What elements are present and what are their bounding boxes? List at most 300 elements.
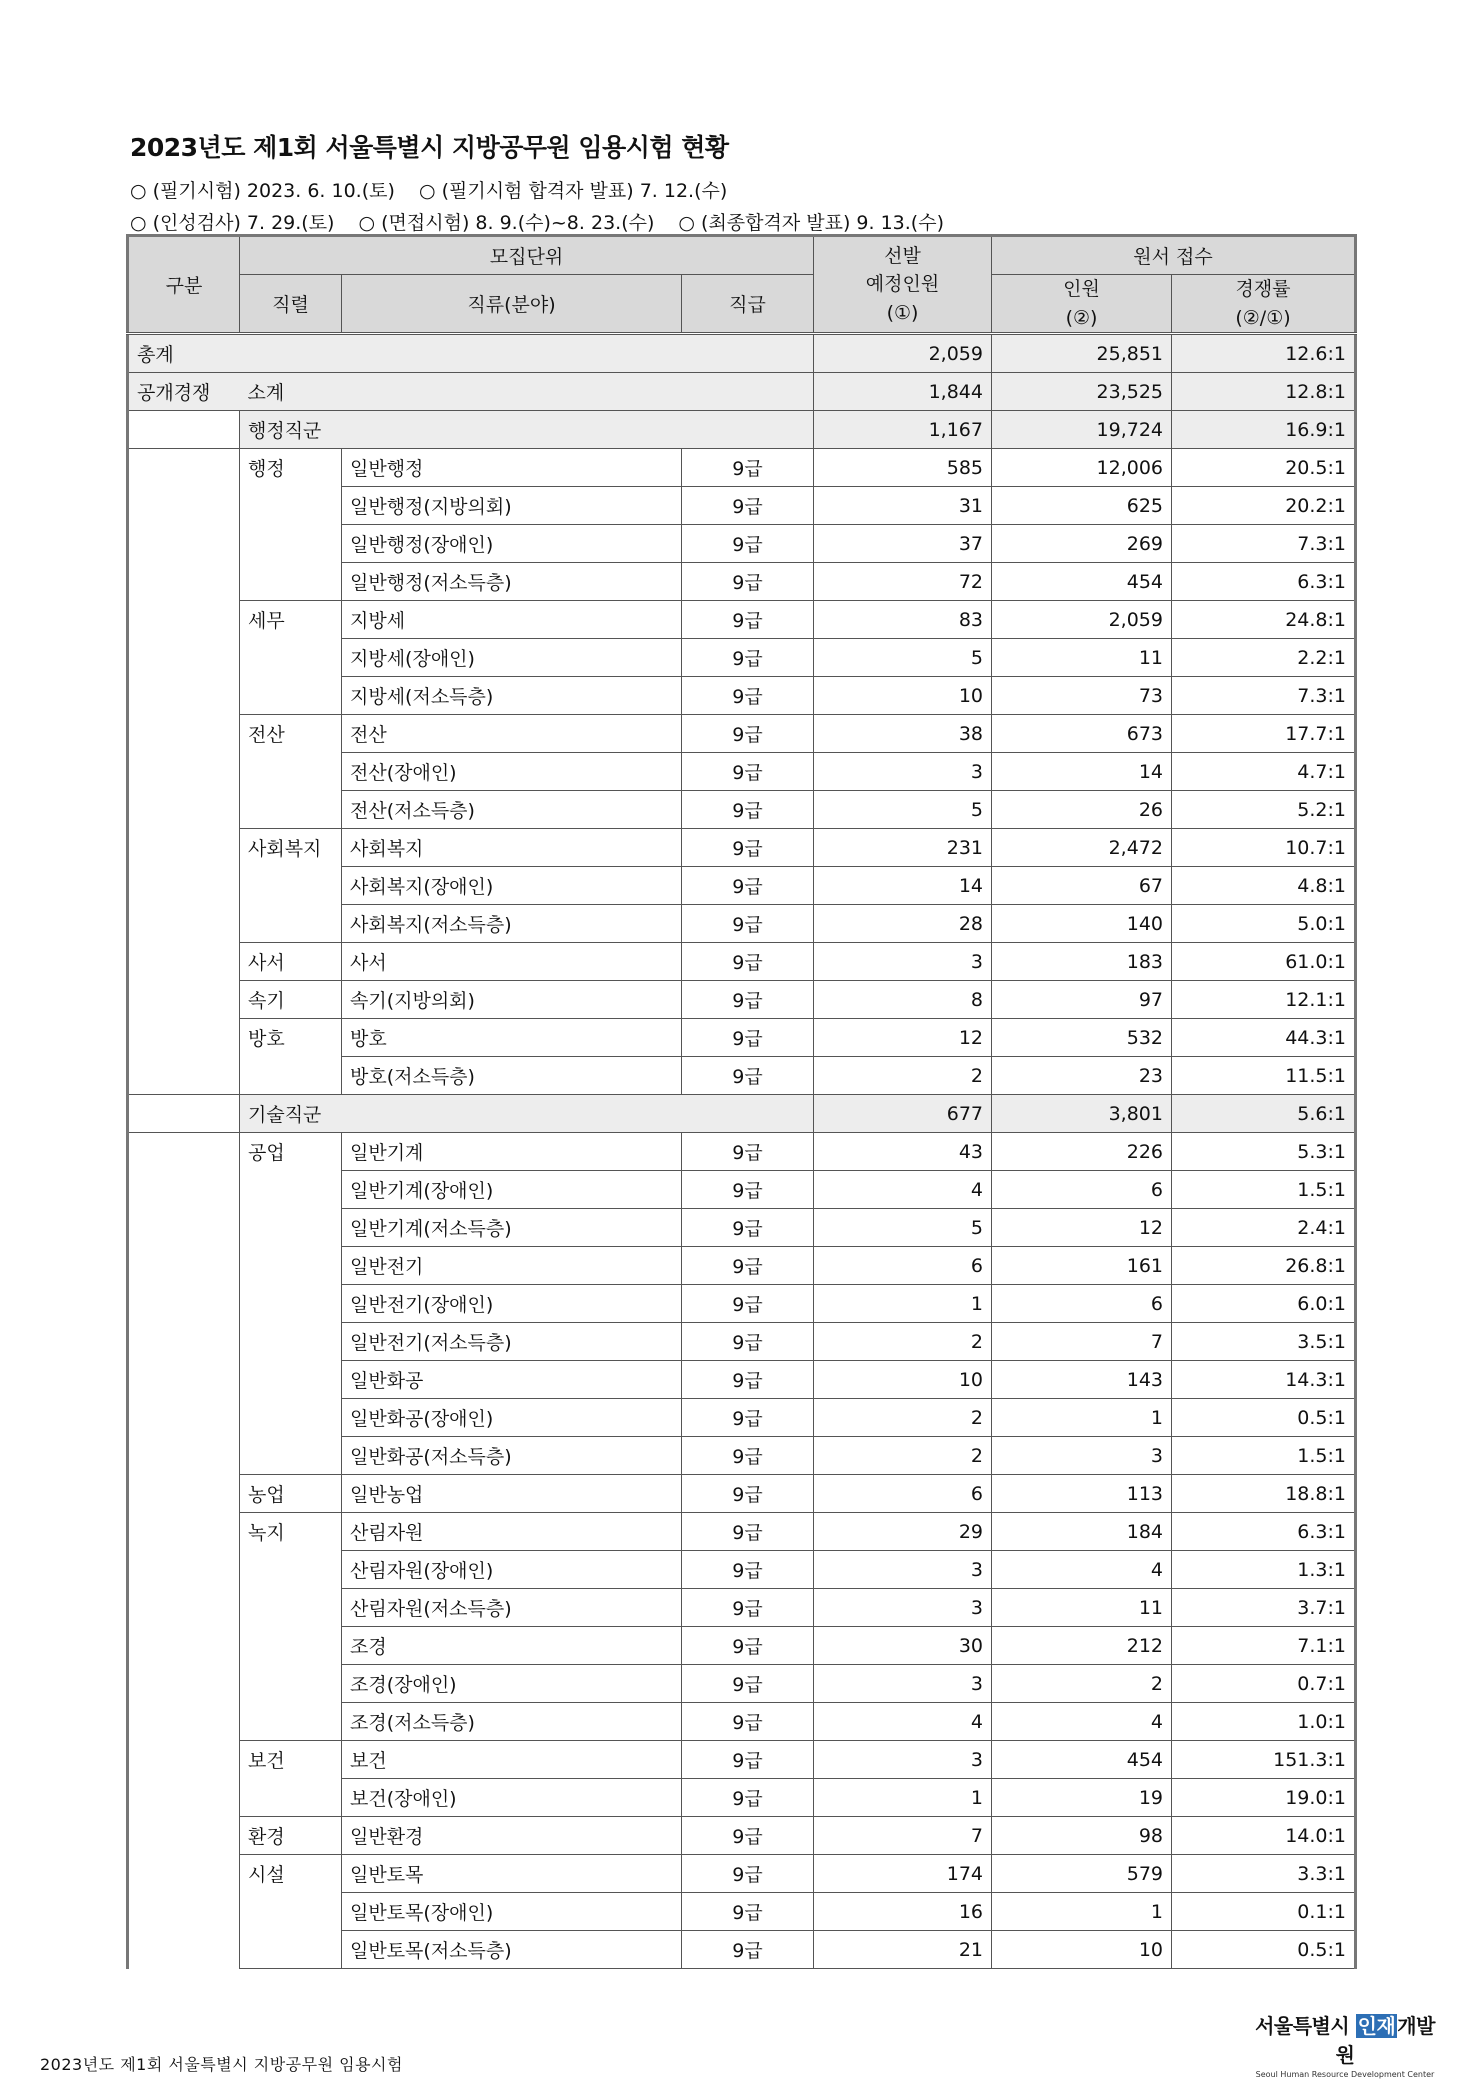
- applicants-cell: 10: [992, 1931, 1172, 1969]
- applicants-cell: 98: [992, 1817, 1172, 1855]
- series-cell: [240, 1323, 342, 1361]
- indent-cell: [128, 1551, 240, 1589]
- plan-cell: 4: [814, 1703, 992, 1741]
- group-applicants: 19,724: [992, 411, 1172, 449]
- indent-cell: [128, 829, 240, 867]
- field-cell: 전산(장애인): [342, 753, 682, 791]
- table-row: [128, 1513, 1356, 1551]
- field-cell: 일반행정(지방의회): [342, 487, 682, 525]
- indent-cell: [128, 639, 240, 677]
- plan-cell: 231: [814, 829, 992, 867]
- field-cell: 사회복지: [342, 829, 682, 867]
- ratio-cell: 0.5:1: [1172, 1931, 1356, 1969]
- series-cell: [240, 1627, 342, 1665]
- grade-cell: 9급: [682, 1437, 814, 1475]
- series-cell: 농업: [240, 1475, 342, 1513]
- series-cell: [240, 1171, 342, 1209]
- schedule-item: ○ (필기시험 합격자 발표) 7. 12.(수): [418, 180, 728, 202]
- grade-cell: 9급: [682, 1817, 814, 1855]
- grade-cell: 9급: [682, 1285, 814, 1323]
- header-jikryu: 직류(분야): [342, 275, 682, 334]
- ratio-cell: 5.3:1: [1172, 1133, 1356, 1171]
- indent-cell: [128, 1741, 240, 1779]
- plan-cell: 28: [814, 905, 992, 943]
- grade-cell: 9급: [682, 1779, 814, 1817]
- table-row: [128, 1285, 1356, 1323]
- table-row: [128, 753, 1356, 791]
- plan-cell: 12: [814, 1019, 992, 1057]
- ratio-cell: 1.5:1: [1172, 1171, 1356, 1209]
- grade-cell: 9급: [682, 943, 814, 981]
- field-cell: 지방세(저소득층): [342, 677, 682, 715]
- plan-cell: 6: [814, 1247, 992, 1285]
- series-cell: 시설: [240, 1855, 342, 1893]
- table-row: [128, 1171, 1356, 1209]
- ratio-cell: 3.5:1: [1172, 1323, 1356, 1361]
- applicants-cell: 14: [992, 753, 1172, 791]
- plan-cell: 585: [814, 449, 992, 487]
- table-row: [128, 1209, 1356, 1247]
- indent-cell: [128, 449, 240, 487]
- ratio-cell: 4.7:1: [1172, 753, 1356, 791]
- field-cell: 일반환경: [342, 1817, 682, 1855]
- ratio-cell: 6.3:1: [1172, 1513, 1356, 1551]
- applicants-cell: 212: [992, 1627, 1172, 1665]
- table-row: [128, 525, 1356, 563]
- series-cell: [240, 753, 342, 791]
- ratio-cell: 151.3:1: [1172, 1741, 1356, 1779]
- applicants-cell: 7: [992, 1323, 1172, 1361]
- series-cell: [240, 791, 342, 829]
- ratio-cell: 1.0:1: [1172, 1703, 1356, 1741]
- field-cell: 일반화공: [342, 1361, 682, 1399]
- series-cell: [240, 1893, 342, 1931]
- indent-cell: [128, 867, 240, 905]
- table-row: [128, 1361, 1356, 1399]
- indent-cell: [128, 525, 240, 563]
- indent-cell: [128, 905, 240, 943]
- grade-cell: 9급: [682, 1399, 814, 1437]
- plan-cell: 7: [814, 1817, 992, 1855]
- grade-cell: 9급: [682, 1513, 814, 1551]
- plan-cell: 1: [814, 1779, 992, 1817]
- total-label: 총계: [128, 334, 814, 373]
- series-cell: 전산: [240, 715, 342, 753]
- field-cell: 조경(장애인): [342, 1665, 682, 1703]
- grade-cell: 9급: [682, 1133, 814, 1171]
- ratio-cell: 19.0:1: [1172, 1779, 1356, 1817]
- table-row: [128, 1665, 1356, 1703]
- ratio-cell: 0.1:1: [1172, 1893, 1356, 1931]
- field-cell: 방호: [342, 1019, 682, 1057]
- grade-cell: 9급: [682, 677, 814, 715]
- grade-cell: 9급: [682, 867, 814, 905]
- table-row: [128, 943, 1356, 981]
- applicants-cell: 6: [992, 1171, 1172, 1209]
- series-cell: [240, 1247, 342, 1285]
- total-applicants: 25,851: [992, 334, 1172, 373]
- grade-cell: 9급: [682, 449, 814, 487]
- indent-cell: [128, 1665, 240, 1703]
- applicants-cell: 2,472: [992, 829, 1172, 867]
- field-cell: 전산(저소득층): [342, 791, 682, 829]
- applicants-cell: 184: [992, 1513, 1172, 1551]
- schedule-item: ○ (최종합격자 발표) 9. 13.(수): [678, 212, 944, 234]
- field-cell: 일반기계(장애인): [342, 1171, 682, 1209]
- plan-cell: 5: [814, 791, 992, 829]
- field-cell: 사회복지(저소득층): [342, 905, 682, 943]
- ratio-cell: 17.7:1: [1172, 715, 1356, 753]
- grade-cell: 9급: [682, 715, 814, 753]
- ratio-cell: 0.7:1: [1172, 1665, 1356, 1703]
- series-cell: [240, 1361, 342, 1399]
- total-row: [128, 334, 1356, 373]
- indent-cell: [128, 1627, 240, 1665]
- field-cell: 일반전기(장애인): [342, 1285, 682, 1323]
- indent-cell: [128, 981, 240, 1019]
- series-cell: [240, 1703, 342, 1741]
- applicants-cell: 161: [992, 1247, 1172, 1285]
- grade-cell: 9급: [682, 1019, 814, 1057]
- table-row: [128, 1855, 1356, 1893]
- series-cell: [240, 487, 342, 525]
- grade-cell: 9급: [682, 1627, 814, 1665]
- grade-cell: 9급: [682, 601, 814, 639]
- ratio-cell: 1.3:1: [1172, 1551, 1356, 1589]
- field-cell: 속기(지방의회): [342, 981, 682, 1019]
- table-row: [128, 1437, 1356, 1475]
- indent-cell: [128, 1779, 240, 1817]
- grade-cell: 9급: [682, 1361, 814, 1399]
- plan-cell: 3: [814, 1741, 992, 1779]
- ratio-cell: 24.8:1: [1172, 601, 1356, 639]
- indent-cell: [128, 715, 240, 753]
- grade-cell: 9급: [682, 1703, 814, 1741]
- series-cell: 방호: [240, 1019, 342, 1057]
- indent-cell: [128, 487, 240, 525]
- grade-cell: 9급: [682, 639, 814, 677]
- field-cell: 일반화공(저소득층): [342, 1437, 682, 1475]
- indent-cell: [128, 791, 240, 829]
- schedule-item: ○ (필기시험) 2023. 6. 10.(토): [130, 180, 395, 202]
- ratio-cell: 7.1:1: [1172, 1627, 1356, 1665]
- table-row: [128, 829, 1356, 867]
- plan-cell: 4: [814, 1171, 992, 1209]
- grade-cell: 9급: [682, 1057, 814, 1095]
- indent-cell: [128, 677, 240, 715]
- table-row: [128, 1627, 1356, 1665]
- indent-cell: [128, 1361, 240, 1399]
- table-row: [128, 1893, 1356, 1931]
- plan-cell: 1: [814, 1285, 992, 1323]
- applicants-cell: 143: [992, 1361, 1172, 1399]
- table-row: [128, 1779, 1356, 1817]
- field-cell: 산림자원(저소득층): [342, 1589, 682, 1627]
- field-cell: 일반토목(저소득층): [342, 1931, 682, 1969]
- applicants-cell: 454: [992, 1741, 1172, 1779]
- indent-cell: [128, 601, 240, 639]
- series-cell: [240, 1589, 342, 1627]
- field-cell: 산림자원: [342, 1513, 682, 1551]
- plan-cell: 3: [814, 753, 992, 791]
- ratio-cell: 20.2:1: [1172, 487, 1356, 525]
- table-row: [128, 1019, 1356, 1057]
- field-cell: 일반전기(저소득층): [342, 1323, 682, 1361]
- plan-cell: 2: [814, 1437, 992, 1475]
- open-applicants: 23,525: [992, 373, 1172, 411]
- plan-cell: 6: [814, 1475, 992, 1513]
- ratio-cell: 2.4:1: [1172, 1209, 1356, 1247]
- series-cell: [240, 563, 342, 601]
- ratio-cell: 14.3:1: [1172, 1361, 1356, 1399]
- table-row: [128, 487, 1356, 525]
- indent-cell: [128, 1019, 240, 1057]
- field-cell: 일반행정(저소득층): [342, 563, 682, 601]
- schedule-line-1: [130, 176, 745, 203]
- table-row: [128, 1475, 1356, 1513]
- table-row: [128, 1057, 1356, 1095]
- open-sub-label: 소계: [240, 373, 814, 411]
- header-ratio: 경쟁률 (②/①): [1172, 275, 1356, 334]
- applicants-cell: 4: [992, 1703, 1172, 1741]
- series-cell: [240, 1209, 342, 1247]
- open-subtotal-row: [128, 373, 1356, 411]
- header-mojip: 모집단위: [240, 236, 814, 275]
- series-cell: [240, 1437, 342, 1475]
- total-ratio: 12.6:1: [1172, 334, 1356, 373]
- series-cell: [240, 867, 342, 905]
- table-row: [128, 1399, 1356, 1437]
- applicants-cell: 226: [992, 1133, 1172, 1171]
- field-cell: 일반행정: [342, 449, 682, 487]
- field-cell: 일반토목: [342, 1855, 682, 1893]
- series-cell: 공업: [240, 1133, 342, 1171]
- series-cell: [240, 905, 342, 943]
- applicants-cell: 1: [992, 1399, 1172, 1437]
- schedule-item: ○ (인성검사) 7. 29.(토): [130, 212, 335, 234]
- field-cell: 일반화공(장애인): [342, 1399, 682, 1437]
- table-row: [128, 601, 1356, 639]
- ratio-cell: 0.5:1: [1172, 1399, 1356, 1437]
- plan-cell: 30: [814, 1627, 992, 1665]
- field-cell: 지방세: [342, 601, 682, 639]
- open-ratio: 12.8:1: [1172, 373, 1356, 411]
- plan-cell: 3: [814, 1551, 992, 1589]
- footer-text: 2023년도 제1회 서울특별시 지방공무원 임용시험: [40, 2055, 403, 2074]
- applicants-cell: 454: [992, 563, 1172, 601]
- indent-cell: [128, 1095, 240, 1133]
- indent-cell: [128, 1247, 240, 1285]
- ratio-cell: 6.0:1: [1172, 1285, 1356, 1323]
- ratio-cell: 1.5:1: [1172, 1437, 1356, 1475]
- grade-cell: 9급: [682, 525, 814, 563]
- series-cell: 세무: [240, 601, 342, 639]
- plan-cell: 31: [814, 487, 992, 525]
- series-cell: [240, 677, 342, 715]
- grade-cell: 9급: [682, 1475, 814, 1513]
- field-cell: 일반행정(장애인): [342, 525, 682, 563]
- plan-cell: 174: [814, 1855, 992, 1893]
- indent-cell: [128, 1703, 240, 1741]
- plan-cell: 8: [814, 981, 992, 1019]
- table-row: [128, 639, 1356, 677]
- grade-cell: 9급: [682, 1247, 814, 1285]
- grade-cell: 9급: [682, 1209, 814, 1247]
- table-row: [128, 449, 1356, 487]
- indent-cell: [128, 1209, 240, 1247]
- plan-cell: 21: [814, 1931, 992, 1969]
- open-plan: 1,844: [814, 373, 992, 411]
- plan-cell: 3: [814, 1665, 992, 1703]
- header-jikgeup: 직급: [682, 275, 814, 334]
- schedule-line-2: [130, 208, 962, 235]
- field-cell: 일반전기: [342, 1247, 682, 1285]
- field-cell: 조경(저소득층): [342, 1703, 682, 1741]
- header-wonseo: 원서 접수: [992, 236, 1356, 275]
- ratio-cell: 20.5:1: [1172, 449, 1356, 487]
- group-ratio: 5.6:1: [1172, 1095, 1356, 1133]
- field-cell: 사서: [342, 943, 682, 981]
- grade-cell: 9급: [682, 1665, 814, 1703]
- open-label: 공개경쟁: [128, 373, 240, 411]
- plan-cell: 2: [814, 1323, 992, 1361]
- grade-cell: 9급: [682, 1741, 814, 1779]
- indent-cell: [128, 1057, 240, 1095]
- applicants-cell: 12: [992, 1209, 1172, 1247]
- applicants-cell: 23: [992, 1057, 1172, 1095]
- series-cell: 사회복지: [240, 829, 342, 867]
- applicants-cell: 113: [992, 1475, 1172, 1513]
- plan-cell: 16: [814, 1893, 992, 1931]
- applicants-cell: 532: [992, 1019, 1172, 1057]
- series-cell: 행정: [240, 449, 342, 487]
- group-plan: 1,167: [814, 411, 992, 449]
- table-row: [128, 1817, 1356, 1855]
- table-row: [128, 905, 1356, 943]
- group-label: 기술직군: [240, 1095, 814, 1133]
- ratio-cell: 14.0:1: [1172, 1817, 1356, 1855]
- tech-group-row: [128, 1095, 1356, 1133]
- applicants-cell: 183: [992, 943, 1172, 981]
- series-cell: [240, 1779, 342, 1817]
- organization-logo: 서울특별시 인재 개발원 Seoul Human Resource Development Center: [1255, 2014, 1435, 2079]
- ratio-cell: 10.7:1: [1172, 829, 1356, 867]
- table-row: [128, 1133, 1356, 1171]
- applicants-cell: 67: [992, 867, 1172, 905]
- grade-cell: 9급: [682, 1551, 814, 1589]
- table-row: [128, 867, 1356, 905]
- grade-cell: 9급: [682, 1589, 814, 1627]
- plan-cell: 3: [814, 1589, 992, 1627]
- grade-cell: 9급: [682, 487, 814, 525]
- series-cell: [240, 525, 342, 563]
- field-cell: 조경: [342, 1627, 682, 1665]
- indent-cell: [128, 1171, 240, 1209]
- indent-cell: [128, 943, 240, 981]
- ratio-cell: 18.8:1: [1172, 1475, 1356, 1513]
- indent-cell: [128, 1437, 240, 1475]
- ratio-cell: 4.8:1: [1172, 867, 1356, 905]
- table-row: [128, 1551, 1356, 1589]
- ratio-cell: 6.3:1: [1172, 563, 1356, 601]
- grade-cell: 9급: [682, 1893, 814, 1931]
- plan-cell: 37: [814, 525, 992, 563]
- indent-cell: [128, 1893, 240, 1931]
- ratio-cell: 26.8:1: [1172, 1247, 1356, 1285]
- series-cell: [240, 1285, 342, 1323]
- admin-group-row: [128, 411, 1356, 449]
- indent-cell: [128, 1399, 240, 1437]
- grade-cell: 9급: [682, 1323, 814, 1361]
- applicants-cell: 269: [992, 525, 1172, 563]
- exam-status-table: [126, 234, 1357, 1969]
- grade-cell: 9급: [682, 981, 814, 1019]
- grade-cell: 9급: [682, 829, 814, 867]
- applicants-cell: 73: [992, 677, 1172, 715]
- applicants-cell: 11: [992, 639, 1172, 677]
- ratio-cell: 12.1:1: [1172, 981, 1356, 1019]
- field-cell: 일반토목(장애인): [342, 1893, 682, 1931]
- plan-cell: 72: [814, 563, 992, 601]
- indent-cell: [128, 1589, 240, 1627]
- applicants-cell: 12,006: [992, 449, 1172, 487]
- field-cell: 방호(저소득층): [342, 1057, 682, 1095]
- applicants-cell: 4: [992, 1551, 1172, 1589]
- indent-cell: [128, 753, 240, 791]
- table-row: [128, 715, 1356, 753]
- series-cell: 환경: [240, 1817, 342, 1855]
- series-cell: 사서: [240, 943, 342, 981]
- ratio-cell: 44.3:1: [1172, 1019, 1356, 1057]
- plan-cell: 3: [814, 943, 992, 981]
- field-cell: 지방세(장애인): [342, 639, 682, 677]
- ratio-cell: 11.5:1: [1172, 1057, 1356, 1095]
- field-cell: 일반농업: [342, 1475, 682, 1513]
- plan-cell: 10: [814, 1361, 992, 1399]
- series-cell: [240, 639, 342, 677]
- total-plan: 2,059: [814, 334, 992, 373]
- applicants-cell: 625: [992, 487, 1172, 525]
- series-cell: 녹지: [240, 1513, 342, 1551]
- group-ratio: 16.9:1: [1172, 411, 1356, 449]
- grade-cell: 9급: [682, 1931, 814, 1969]
- table-row: [128, 1703, 1356, 1741]
- table-row: [128, 1247, 1356, 1285]
- indent-cell: [128, 411, 240, 449]
- group-applicants: 3,801: [992, 1095, 1172, 1133]
- header-jikryeol: 직렬: [240, 275, 342, 334]
- grade-cell: 9급: [682, 791, 814, 829]
- applicants-cell: 1: [992, 1893, 1172, 1931]
- header-inwon: 인원 (②): [992, 275, 1172, 334]
- schedule-item: ○ (면접시험) 8. 9.(수)~8. 23.(수): [358, 212, 655, 234]
- ratio-cell: 5.0:1: [1172, 905, 1356, 943]
- field-cell: 사회복지(장애인): [342, 867, 682, 905]
- series-cell: [240, 1665, 342, 1703]
- indent-cell: [128, 1931, 240, 1969]
- applicants-cell: 6: [992, 1285, 1172, 1323]
- page-title: 2023년도 제1회 서울특별시 지방공무원 임용시험 현황: [130, 133, 729, 162]
- group-label: 행정직군: [240, 411, 814, 449]
- ratio-cell: 5.2:1: [1172, 791, 1356, 829]
- applicants-cell: 3: [992, 1437, 1172, 1475]
- applicants-cell: 579: [992, 1855, 1172, 1893]
- grade-cell: 9급: [682, 563, 814, 601]
- table-row: [128, 1741, 1356, 1779]
- table-row: [128, 677, 1356, 715]
- plan-cell: 29: [814, 1513, 992, 1551]
- applicants-cell: 2: [992, 1665, 1172, 1703]
